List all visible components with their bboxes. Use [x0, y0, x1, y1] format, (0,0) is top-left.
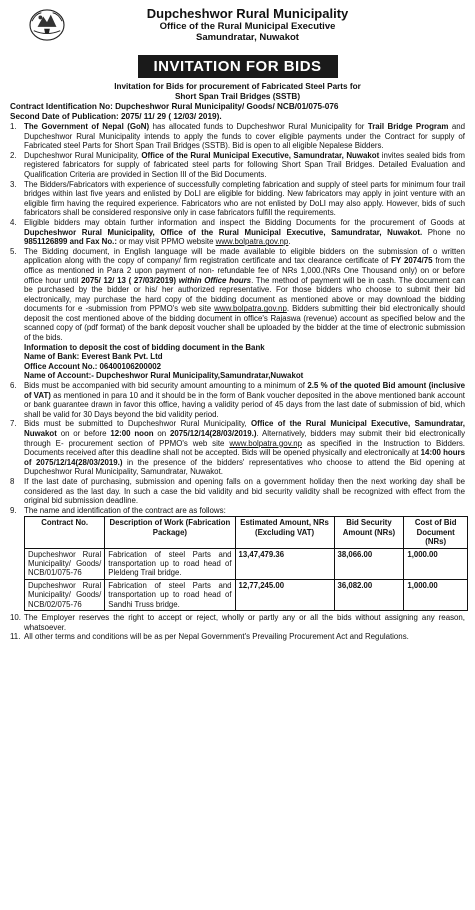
- nepal-government-emblem-icon: [28, 8, 66, 42]
- paragraph-1: [10, 122, 465, 151]
- paragraph-number: 11.: [10, 632, 21, 642]
- text-span: Bids must be accompanied with bid security amount amounting to a minimum of: [24, 381, 308, 391]
- paragraph-text: [24, 381, 465, 419]
- paragraph-text: If the last date of purchasing, submission and opening falls on a government holiday then the next working day shall be considered as the last day. In such a case the bid validity and bid security validity shall be recognized with effect from the original bid submission deadline.: [24, 476, 465, 506]
- column-header: Estimated Amount, NRs (Excluding VAT): [235, 517, 334, 548]
- bank-info-title: Information to deposit the cost of bidding document in the Bank: [24, 342, 265, 352]
- table-cell: Fabrication of steel Parts and transportation up to road head of Pleldeng Trail bridge.: [105, 548, 235, 579]
- text-span: The Government of Nepal (GoN): [24, 122, 150, 131]
- text-span: within Office hours: [176, 275, 252, 285]
- table-cell: Dupcheshwor Rural Municipality/ Goods/ NCB/02/075-76: [25, 579, 105, 610]
- paragraph-3: [10, 180, 465, 218]
- table-cell: 12,77,245.00: [235, 579, 334, 610]
- text-span: 2075/12/14(28/03/2019.): [170, 429, 257, 438]
- paragraph-6: [10, 381, 465, 419]
- text-span: 2075/ 12/ 13 ( 27/03/2019): [81, 275, 177, 285]
- paragraph-number: 6.: [10, 381, 17, 391]
- paragraph-text: [24, 151, 465, 180]
- contracts-table: [24, 516, 468, 611]
- column-header: Description of Work (Fabrication Package): [105, 517, 235, 548]
- subtitle-line-2: Short Span Trail Bridges (SSTB): [174, 92, 301, 101]
- paragraph-5: [10, 247, 465, 372]
- paragraph-2: [10, 151, 465, 180]
- text-span: Eligible bidders may obtain further information and inspect the Bidding Documents for the procurement of Goods at: [24, 217, 465, 227]
- text-span: Phone no: [422, 227, 465, 237]
- paragraph-number: 3.: [10, 179, 17, 189]
- text-span: as mentioned in para 10 and it should be in the form of Bank voucher deposited in the above mentioned bank account or bank guarantee drawn in favor this office, having a validity period of 45 days from the last date of submission of bid, which shall be valid for 30 Days beyond the bid validity period.: [24, 390, 465, 419]
- text-span: Office of the Rural Municipal Executive, Samundratar, Nuwakot: [141, 150, 380, 160]
- text-span: or may visit PPMO website: [117, 237, 216, 247]
- table-cell: 38,066.00: [334, 548, 404, 579]
- paragraph-9: [10, 506, 465, 516]
- paragraph-text: [24, 218, 465, 247]
- text-span: . Alternatively, bidders may submit their bid electronically through E- procurement section of PPMO's web site: [24, 429, 466, 448]
- text-span: on: [153, 429, 171, 438]
- paragraph-number: 2.: [10, 150, 17, 160]
- text-span: and Dupcheshwor Rural Municipality intends to apply the funds to cover eligible payments under the Contract for supply of Fabricated steel Parts for Short Span Trail Bridges (SSTB). Bid is open to all eligible Nepalese Bidders.: [24, 122, 465, 151]
- text-span: as specified in the Instruction to Bidders. Documents received after this deadline shall not be accepted. Bids will be opened physically and electronically at: [24, 438, 465, 458]
- ppmo-website-link[interactable]: www.bolpatra.gov.np: [229, 438, 303, 448]
- text-span: Office of the Rural Municipal Executive, Samundratar, Nuwakot: [24, 419, 466, 438]
- text-span: from the office as mentioned in Para 2 upon payment of non- refundable fee of NRs 1,000.(NRs One Thousand only) on or before office hour until: [24, 256, 466, 285]
- paragraph-number: 10.: [10, 613, 21, 622]
- paragraph-4: [10, 218, 465, 247]
- text-span: .: [288, 237, 291, 247]
- paragraph-number: 5.: [10, 246, 17, 256]
- table-row: [25, 548, 468, 579]
- column-header: Contract No.: [25, 517, 105, 548]
- text-span: on or before: [56, 429, 111, 438]
- text-span: 14:00 hours of 2075/12/14(28/03/2019.): [24, 448, 465, 467]
- paragraph-text: The Bidders/Fabricators with experience of successfully completing fabrication and supply of steel parts for minimum four trail bridges within last five years and enlisted by DoLI are eligible for bidding. New fabricators may apply in joint venture with an eligible firm having the required experience. Fabricators who are not enlisted by DoLI may also apply. However, bids of such fabricators shall be considered responsive only in case fabricators fulfill the requirements.: [24, 179, 465, 218]
- table-cell: Fabrication of steel Parts and transportation up to road head of Sandhi Truss bridge.: [105, 579, 235, 610]
- notice-body: [10, 122, 465, 642]
- office-address: Samundratar, Nuwakot: [196, 32, 299, 43]
- text-span: 9851126899 and Fax No.:: [24, 237, 117, 247]
- table-row: [25, 579, 468, 610]
- publication-date: Second Date of Publication: 2075/ 11/ 29 ( 12/03/ 2019).: [10, 112, 222, 121]
- paragraph-10: [10, 613, 465, 632]
- invitation-banner: INVITATION FOR BIDS: [138, 55, 338, 78]
- paragraph-text: [24, 122, 465, 151]
- text-span: has allocated funds to Dupcheshwor Rural Municipality for: [149, 122, 368, 131]
- text-span: 2.5 % of the quoted Bid amount (inclusive of VAT): [24, 381, 465, 400]
- bank-account-no: Office Account No.: 06400106200002: [24, 361, 161, 371]
- text-span: Trail Bridge Program: [367, 122, 449, 131]
- paragraph-text: All other terms and conditions will be as per Nepal Government's Prevailing Procurement Act and Regulations.: [24, 632, 409, 642]
- paragraph-11: [10, 632, 465, 642]
- paragraph-text: The Employer reserves the right to accept or reject, wholly or partly any or all the bids without assigning any reason, whatsoever.: [24, 613, 465, 632]
- text-span: in the presence of the bidders' representatives who choose to attend the Bid opening at Dupcheshwor Rural Municipality, Samundratar, Nuwakot.: [24, 457, 465, 477]
- header: [10, 6, 465, 52]
- paragraph-7: [10, 419, 465, 477]
- office-name: Office of the Rural Municipal Executive: [159, 21, 336, 32]
- table-cell: Dupcheshwor Rural Municipality/ Goods/ NCB/01/075-76: [25, 548, 105, 579]
- text-span: . Bidders submitting their bid electronically should deposit the cost mentioned above of the bidding document in office's Rajaswa (revenue) account as specified below and the scanned copy of (pdf format) of the bank deposit voucher shall be uploaded by the bidder at the time of electronic submission of the bids.: [24, 304, 465, 343]
- text-span: Bids must be submitted to Dupcheshwor Rural Municipality,: [24, 419, 252, 429]
- table-cell: 36,082.00: [334, 579, 404, 610]
- bank-account-name: Name of Account:- Dupcheshwor Rural Municipality,Samundratar,Nuwakot: [24, 371, 304, 381]
- text-span: invites sealed bids from registered fabricators for supply of fabricated steel parts for following Short Span Trail Bridges. Detailed Evaluation and Qualification Criteria are provided in Section III of the Bid Documents.: [24, 150, 465, 179]
- municipality-name: Dupcheshwor Rural Municipality: [146, 6, 349, 21]
- text-span: FY 2074/75: [391, 256, 433, 266]
- header-text: [30, 6, 465, 43]
- table-header-row: [25, 517, 468, 548]
- ppmo-website-link[interactable]: www.bolpatra.gov.np: [214, 304, 287, 314]
- text-span: 12:00 noon: [110, 429, 154, 438]
- text-span: Dupcheshwor Rural Municipality, Office of the Rural Municipal Executive, Samundratar, Nuwakot.: [24, 227, 423, 237]
- table-cell: 1,000.00: [404, 548, 468, 579]
- text-span: . The method of payment will be in cash. The document can be purchased by the bidder or his/ her authorized representative. For those bidders who choose to submit their bid electronically, may purchase the hard copy of the bidding document as mentioned above or may download the bidding documents for e -submission from PPMO's web site: [24, 275, 466, 314]
- paragraph-text: The name and identification of the contract are as follows:: [24, 505, 226, 515]
- text-span: The Bidding document, in English language will be made available to eligible bidders on the submission of o written application along with the copy of company/ firm registration certificate and tax clearance certificate of: [24, 246, 465, 266]
- text-span: Dupcheshwor Rural Municipality,: [24, 150, 142, 160]
- bank-name: Name of Bank: Everest Bank Pvt. Ltd: [24, 352, 163, 362]
- subtitle-line-1: Invitation for Bids for procurement of Fabricated Steel Parts for: [114, 82, 361, 91]
- column-header: Bid Security Amount (NRs): [334, 517, 404, 548]
- paragraph-number: 7.: [10, 419, 17, 429]
- table-cell: 13,47,479.36: [235, 548, 334, 579]
- paragraph-text: [24, 247, 465, 372]
- ppmo-website-link[interactable]: www.bolpatra.gov.np: [215, 237, 289, 247]
- paragraph-8: [10, 477, 465, 506]
- column-header: Cost of Bid Document (NRs): [404, 517, 468, 548]
- contract-identification: Contract Identification No: Dupcheshwor Rural Municipality/ Goods/ NCB/01/075-076: [10, 102, 339, 111]
- paragraph-number: 4.: [10, 217, 17, 227]
- paragraph-text: [24, 419, 465, 477]
- paragraph-number: 8: [10, 476, 15, 486]
- paragraph-number: 9.: [10, 505, 17, 515]
- table-cell: 1,000.00: [404, 579, 468, 610]
- paragraph-number: 1.: [10, 122, 17, 131]
